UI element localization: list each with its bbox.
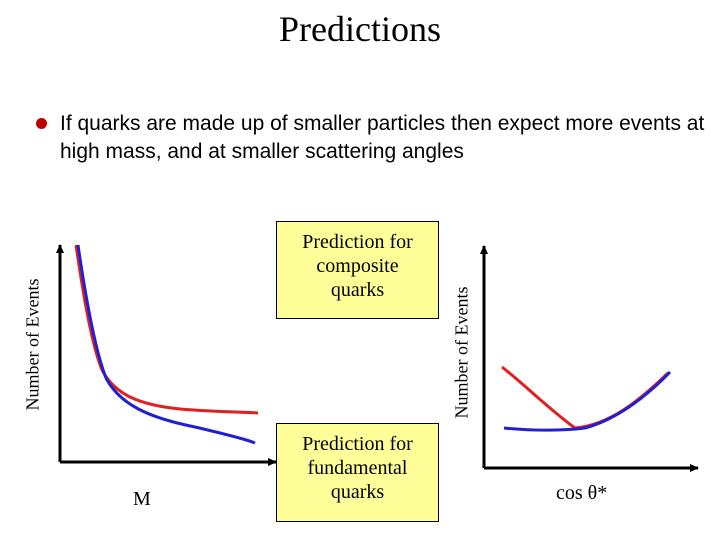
composite-prediction-box — [276, 221, 439, 319]
fundamental-box-line2: fundamental — [307, 457, 408, 479]
slide-title: Predictions — [279, 9, 441, 49]
right-fundamental-curve — [504, 372, 670, 430]
right-y-axis-label: Number of Events — [451, 286, 472, 419]
fundamental-box-line3: quarks — [330, 481, 385, 503]
composite-box-line3: quarks — [330, 279, 385, 301]
left-y-axis-label: Number of Events — [22, 278, 43, 411]
fundamental-box-line1: Prediction for — [302, 433, 413, 455]
fundamental-prediction-box — [276, 423, 439, 522]
left-x-axis-label: M — [133, 488, 151, 510]
left-composite-curve — [76, 245, 258, 413]
left-fundamental-curve — [78, 245, 255, 443]
bullet-text: If quarks are made up of smaller particles then expect more events at high mass, and at smaller scattering angles — [60, 112, 705, 163]
right-x-axis-label: cos θ* — [556, 482, 608, 504]
composite-box-line1: Prediction for — [302, 231, 413, 253]
composite-box-line2: composite — [316, 255, 399, 277]
